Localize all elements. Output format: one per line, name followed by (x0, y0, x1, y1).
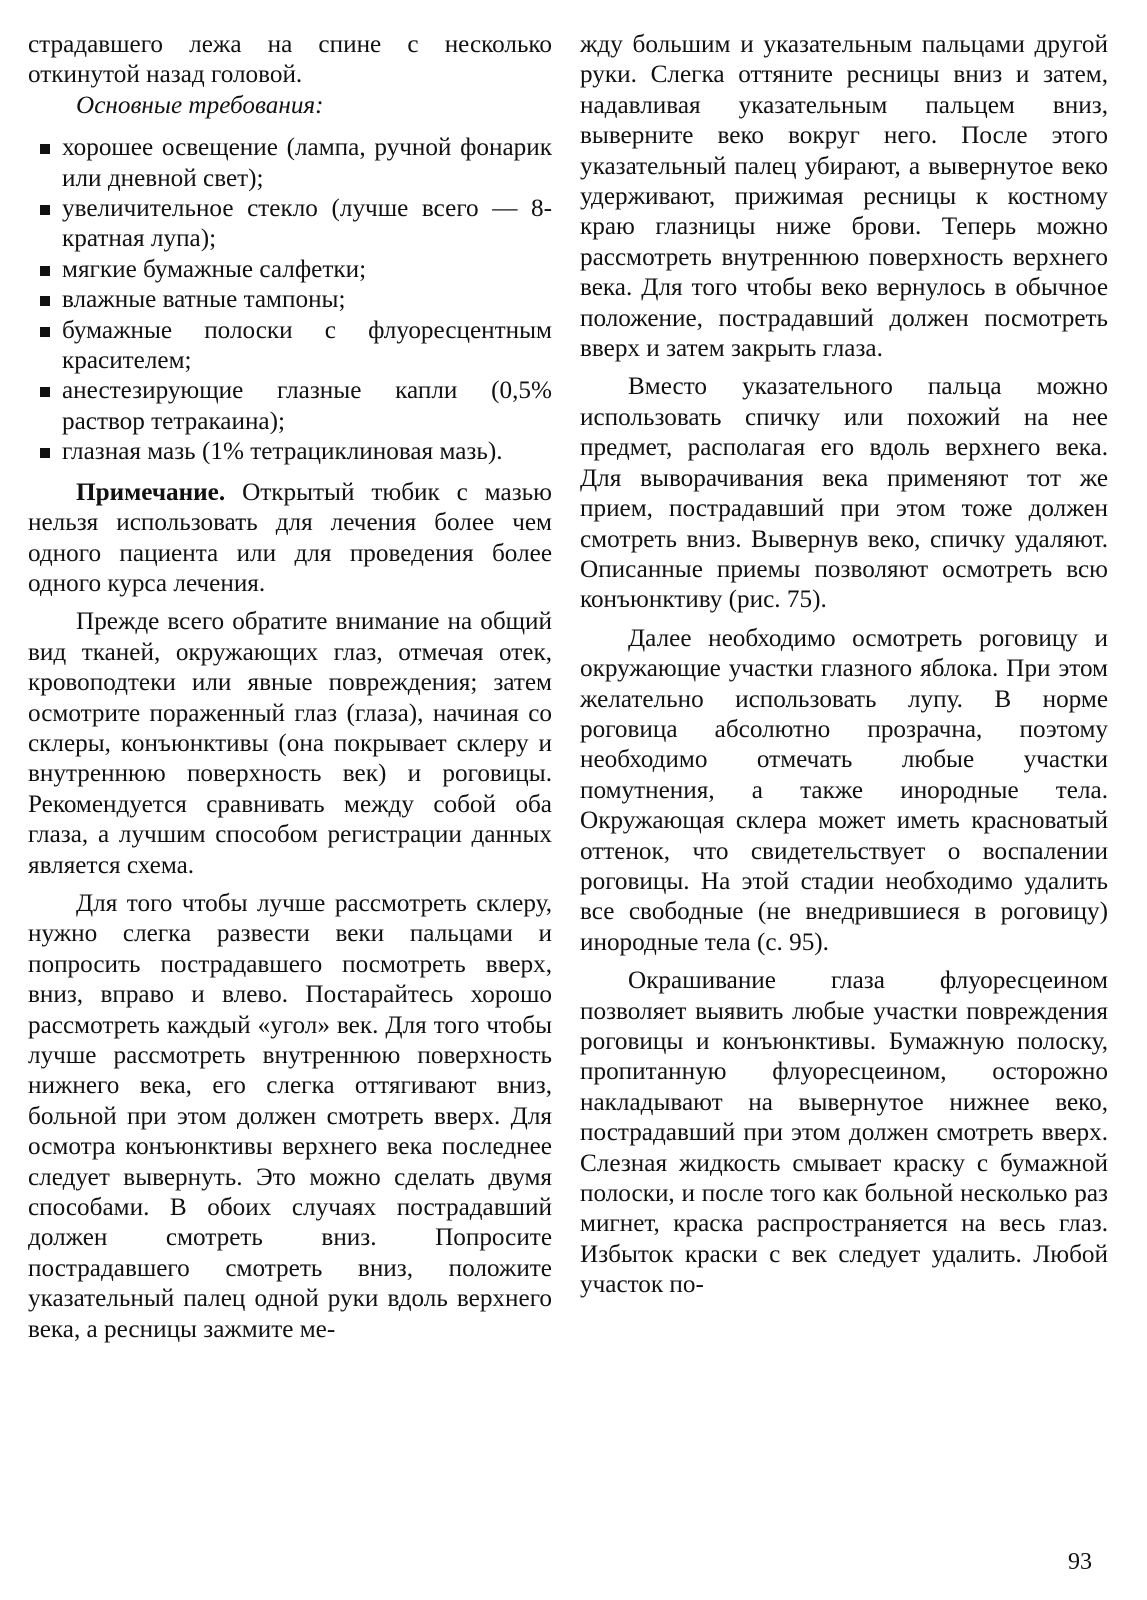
list-item: глазная мазь (1% тетрациклиновая мазь). (28, 437, 552, 467)
list-item: мягкие бумажные салфетки; (28, 255, 552, 285)
body-paragraph: Прежде всего обратите внимание на общий вид тканей, окружающих глаз, отмечая отек, кровоподтеки или явные повреждения; затем осмотрите пораженный глаз (глаза), начиная со склеры, конъюнктивы (она покрывает склеру и внутреннюю поверхность век) и роговицы. Рекомендуется сравнивать между собой оба глаза, а лучшим способом регистрации данных является схема. (28, 608, 552, 879)
body-paragraph: Для того чтобы лучше рассмотреть склеру, нужно слегка развести веки пальцами и попросить пострадавшего посмотреть вверх, вниз, вправо и влево. Постарайтесь хорошо рассмотреть каждый «угол» век. Для того чтобы лучше рассмотреть внутреннюю поверхность нижнего века, его слегка оттягивают вниз, больной при этом должен смотреть вверх. Для осмотра конъюнктивы верхнего века последнее следует вывернуть. Это можно сделать двумя способами. В обоих случаях пострадавший должен смотреть вниз. Попросите пострадавшего смотреть вниз, положите указательный палец одной руки вдоль верхнего века, а ресницы зажмите ме- (28, 889, 552, 1343)
left-column (28, 30, 552, 1345)
note-label: Примечание. (76, 478, 226, 506)
list-item: анестезирующие глазные капли (0,5% раствор тетракаина); (28, 376, 552, 437)
body-paragraph: Далее необходимо осмотреть роговицу и окружающие участки глазного яблока. При этом желательно использовать лупу. В норме роговица абсолютно прозрачна, поэтому необходимо отмечать любые участки помутнения, а также инородные тела. Окружающая склера может иметь красноватый оттенок, что свидетельствует о воспалении роговицы. На этой стадии необходимо удалить все свободные (не внедрившиеся в роговицу) инородные тела (с. 95). (580, 624, 1108, 956)
list-item: влажные ватные тампоны; (28, 285, 552, 315)
page-number: 93 (1068, 1549, 1092, 1575)
right-column (580, 30, 1108, 1301)
body-paragraph: жду большим и указательным пальцами другой руки. Слегка оттяните ресницы вниз и затем, надавливая указательным пальцем вниз, выверните веко вокруг него. После этого указательный палец убирают, а вывернутое веко удерживают, прижимая ресницы к костному краю глазницы ниже брови. Теперь можно рассмотреть внутреннюю поверхность верхнего века. Для того чтобы веко вернулось в обычное положение, пострадавший должен посмотреть вверх и затем закрыть глаза. (580, 31, 1108, 363)
requirements-heading: Основные требования: (76, 91, 324, 119)
note-text: Открытый тюбик с мазью нельзя использовать для лечения более чем одного пациента или для проведения более одного курса лечения. (28, 478, 552, 597)
note-paragraph (28, 478, 552, 600)
body-paragraph: Окрашивание глаза флуоресцеином позволяет выявить любые участки повреждения роговицы и конъюнктивы. Бумажную полоску, пропитанную флуоресцеином, осторожно накладывают на вывернутое нижнее веко, пострадавший при этом должен смотреть вверх. Слезная жидкость смывает краску с бумажной полоски, и после того как больной несколько раз мигнет, краска распространяется на весь глаз. Избыток краски с век следует удалить. Любой участок по- (580, 967, 1108, 1299)
list-item: увеличительное стекло (лучше всего — 8-кратная лупа); (28, 194, 552, 255)
intro-paragraph: страдавшего лежа на спине с несколько откинутой назад головой. (28, 31, 552, 89)
list-item: бумажные полоски с флуоресцентным красителем; (28, 316, 552, 377)
body-paragraph: Вместо указательного пальца можно использовать спичку или похожий на нее предмет, располагая его вдоль верхнего века. Для выворачивания века применяют тот же прием, пострадавший при этом тоже должен смотреть вниз. Вывернув веко, спичку удаляют. Описанные приемы позволяют осмотреть всю конъюнктиву (рис. 75). (580, 373, 1108, 614)
requirements-list (28, 133, 552, 467)
list-item: хорошее освещение (лампа, ручной фонарик или дневной свет); (28, 133, 552, 194)
